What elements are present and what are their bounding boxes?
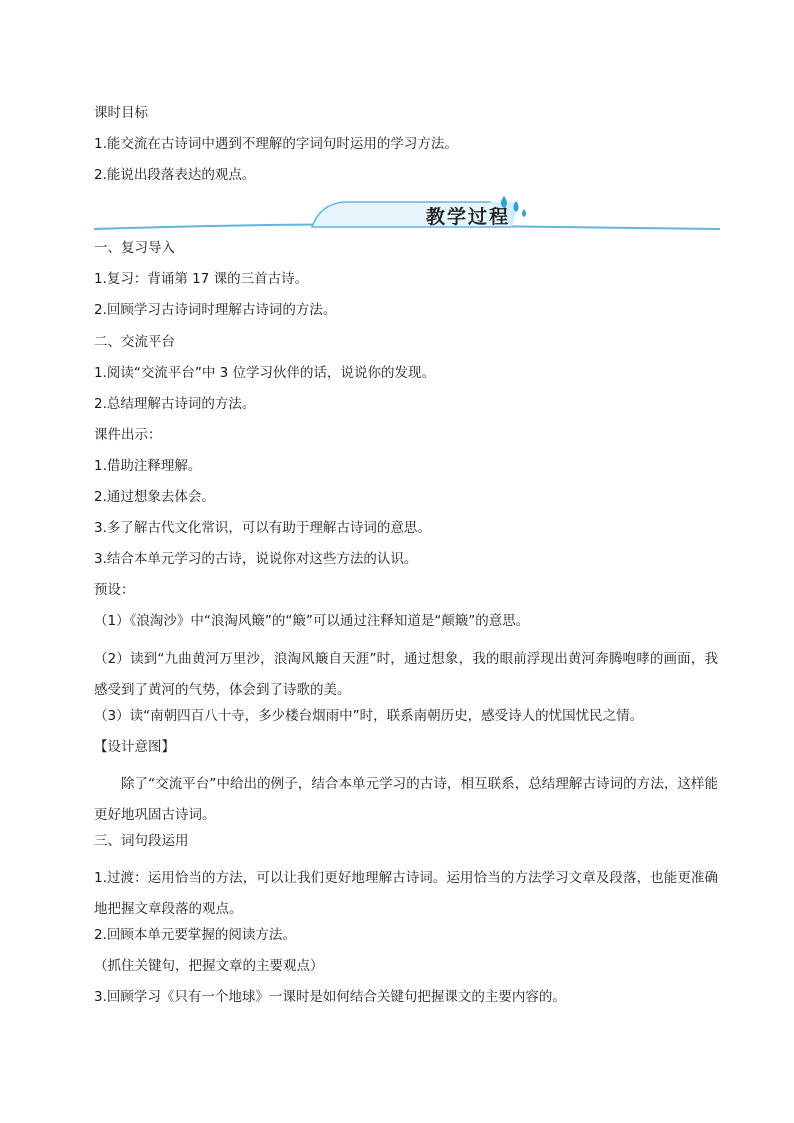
text-line: 1.阅读“交流平台”中 3 位学习伙伴的话，说说你的发现。	[94, 365, 436, 381]
text-line: 3.结合本单元学习的古诗，说说你对这些方法的认识。	[94, 551, 418, 567]
text-line: 1.借助注释理解。	[94, 458, 202, 474]
design-intent-paragraph: 除了“交流平台”中给出的例子，结合本单元学习的古诗，相互联系，总结理解古诗词的方法，这样能更好地巩固古诗词。	[94, 776, 718, 823]
text-line: 2.通过想象去体会。	[94, 489, 215, 505]
objective-item: 2.能说出段落表达的观点。	[94, 167, 256, 183]
objectives-heading: 课时目标	[94, 105, 148, 121]
text-line: 3.回顾学习《只有一个地球》一课时是如何结合关键句把握课文的主要内容的。	[94, 989, 566, 1005]
section-heading: 二、交流平台	[94, 334, 175, 350]
text-line: （抓住关键句，把握文章的主要观点）	[94, 958, 324, 974]
teaching-process-banner	[94, 192, 720, 236]
design-intent-heading: 【设计意图】	[94, 739, 175, 755]
banner-title: 教学过程	[425, 206, 510, 228]
text-line: 2.回顾学习古诗词时理解古诗词的方法。	[94, 302, 337, 318]
objective-item: 1.能交流在古诗词中遇到不理解的字词句时运用的学习方法。	[94, 136, 458, 152]
text-line: 预设：	[94, 582, 135, 598]
text-line: 2.总结理解古诗词的方法。	[94, 396, 256, 412]
text-line: 1.复习：背诵第 17 课的三首古诗。	[94, 271, 309, 287]
text-line: （3）读“南朝四百八十寺，多少楼台烟雨中”时，联系南朝历史，感受诗人的忧国忧民之情。	[94, 708, 644, 724]
text-paragraph: （2）读到“九曲黄河万里沙，浪淘风簸自天涯”时，通过想象，我的眼前浮现出黄河奔腾咆哮的画面，我感受到了黄河的气势，体会到了诗歌的美。	[94, 651, 718, 698]
section-heading: 三、词句段运用	[94, 833, 189, 849]
text-line: 3.多了解古代文化常识，可以有助于理解古诗词的意思。	[94, 520, 431, 536]
section-heading: 一、复习导入	[94, 240, 175, 256]
text-paragraph: 1.过渡：运用恰当的方法，可以让我们更好地理解古诗词。运用恰当的方法学习文章及段落，也能更准确地把握文章段落的观点。	[94, 870, 718, 917]
text-line: （1）《浪淘沙》中“浪淘风簸”的“簸”可以通过注释知道是“颠簸”的意思。	[94, 613, 530, 629]
text-line: 课件出示：	[94, 427, 162, 443]
text-line: 2.回顾本单元要掌握的阅读方法。	[94, 927, 296, 943]
